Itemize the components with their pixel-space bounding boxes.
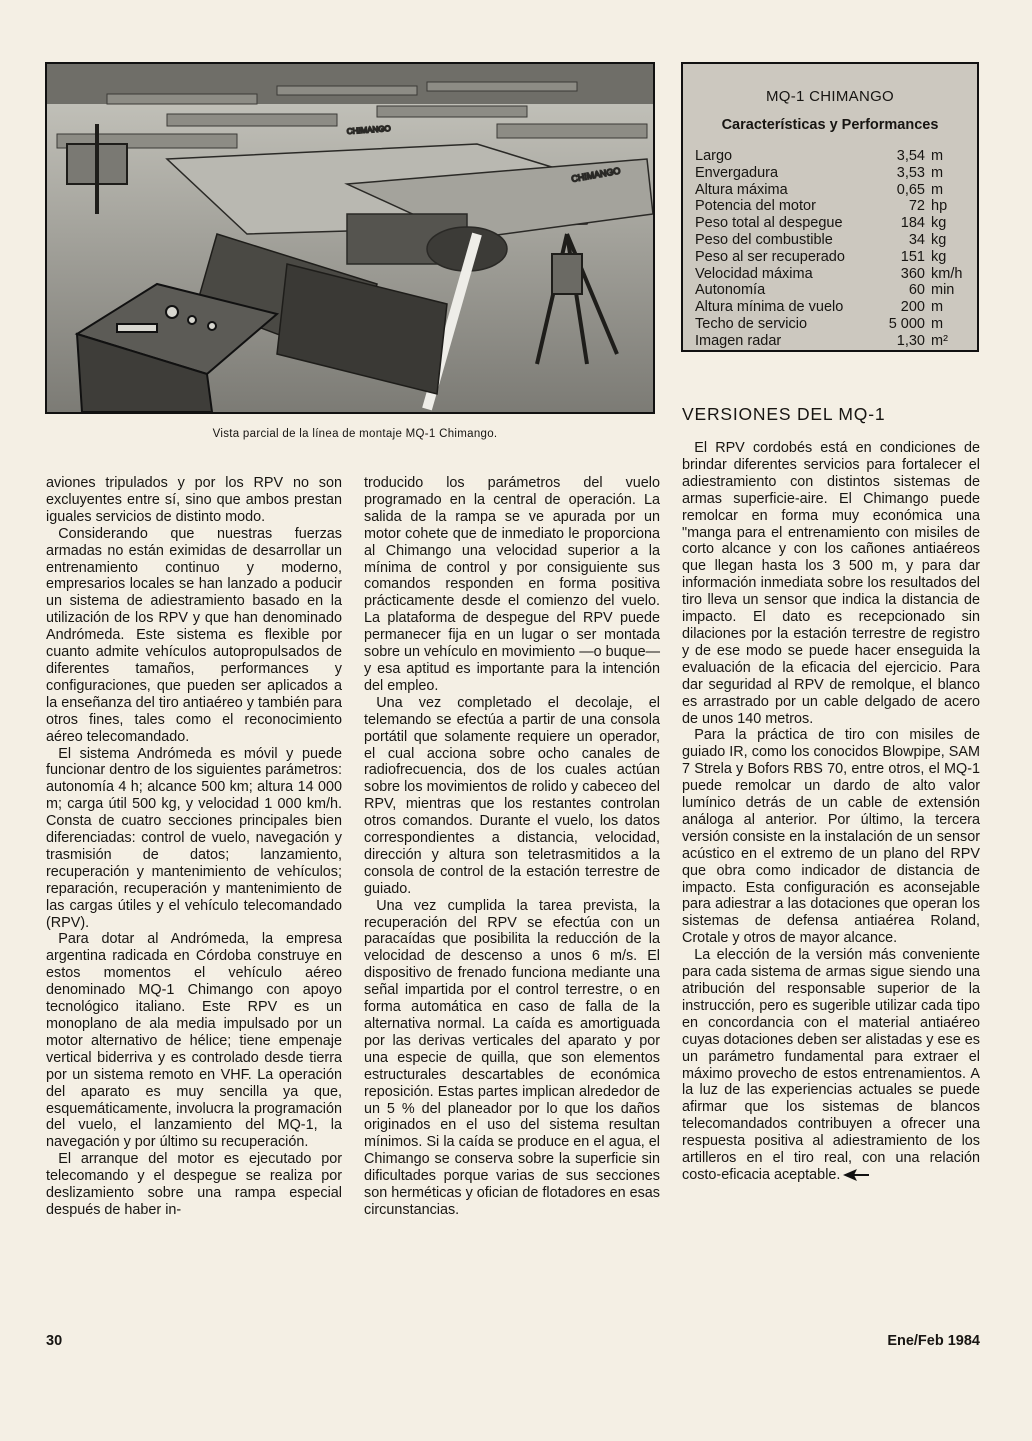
article-column-3 — [682, 440, 980, 1184]
spec-unit: kg — [931, 231, 947, 248]
spec-row — [695, 148, 975, 165]
paragraph: aviones tripulados y por los RPV no son excluyentes entre sí, sino que ambos prestan iguales servicios de distinto modo. — [46, 475, 342, 525]
spec-value: 360 — [900, 265, 925, 282]
spec-unit: m — [931, 315, 944, 332]
spec-value: 5 000 — [888, 315, 925, 332]
paragraph — [682, 947, 980, 1184]
paragraph: Considerando que nuestras fuerzas armadas no están eximidas de desarrollar un entrenamiento continuo y moderno, empresarios locales se han lanzado a poducir un sistema de adiestramiento basado en la utilización de los RPV y que han denominado Andrómeda. Este sistema es flexible por cuanto admite vehículos autopropulsados de diferentes tamaños, performances y configuraciones, que pueden ser aplicados a la enseñanza del tiro antiaéreo y también para otros fines, tales como el reconocimiento aéreo telecomandado. — [46, 525, 342, 745]
article-column-1 — [46, 475, 342, 1219]
spec-value: 184 — [900, 215, 925, 232]
spec-label: Peso total al despegue — [695, 215, 843, 232]
spec-row — [695, 198, 975, 215]
spec-title: MQ-1 CHIMANGO — [765, 88, 895, 105]
spec-value: 60 — [908, 282, 925, 299]
paragraph: Una vez completado el decolaje, el telemando se efectúa a partir de una consola portátil que solamente requiere un operador, el cual acciona sobre ocho canales de radiofrecuencia, dos de los cuales actúan sobre los movimientos de rolido y cabeceo del RPV, mientras que los restantes controlan otros comandos. Durante el vuelo, los datos correspondientes a distancia, velocidad, dirección y altura son teletrasmitidos a la consola de control de la estación terrestre de guiado. — [364, 694, 660, 897]
spec-row — [695, 215, 975, 232]
spec-row — [695, 299, 975, 316]
spec-unit: kg — [931, 215, 947, 232]
fuselage-marking: CHIMANGO — [346, 123, 392, 136]
spec-unit: m² — [931, 332, 948, 349]
spec-label: Envergadura — [695, 164, 779, 181]
end-of-article-icon — [843, 1169, 869, 1181]
spec-value: 151 — [900, 248, 925, 265]
spec-unit: kg — [931, 248, 947, 265]
paragraph: Para la práctica de tiro con misiles de guiado IR, como los conocidos Blowpipe, SAM 7 Strela y Bofors RBS 70, entre otros, el MQ-1 puede remolcar un dardo de alto valor lumínico detrás de un cable de extensión análoga al anterior. Por último, la tercera versión consiste en la instalación de un sensor acústico en el extremo de un plano del RPV que obra como indicador de distancia de impacto. Esta configuración es aconsejable para adiestrar a las dotaciones que operan los sistemas de defensa antiaérea Roland, Crotale y otros de mayor alcance. — [682, 727, 980, 947]
fuselage-marking: CHIMANGO — [570, 165, 622, 184]
paragraph: El RPV cordobés está en condiciones de brindar diferentes servicios para fortalecer el adiestramiento con distintos sistemas de armas superficie-aire. El Chimango puede remolcar en forma muy económica una "manga para el entrenamiento con misiles de corto alcance y con los cañones antiaéreos que llegan hasta los 3 500 m, y para dar información inmediata sobre los resultados del tiro lleva un sensor que indica la distancia de impacto. El dato es recepcionado sin dilaciones por la estación terrestre de registro y de ese modo se puede hacer enseguida la evaluación de la eficacia del ejercicio. Para dar seguridad al RPV de remolque, el blanco es arrastrado por un cable delgado de acero de unos 140 metros. — [682, 440, 980, 727]
assembly-line-photo — [45, 62, 655, 414]
spec-unit: m — [931, 181, 944, 198]
spec-row — [695, 232, 975, 249]
spec-row — [695, 165, 975, 182]
spec-label: Autonomía — [695, 282, 766, 299]
spec-unit: min — [931, 282, 955, 299]
article-column-2 — [364, 475, 660, 1219]
spec-value: 72 — [908, 198, 925, 215]
spec-row — [695, 282, 975, 299]
spec-row — [695, 333, 975, 350]
spec-table — [695, 148, 975, 350]
paragraph: Una vez cumplida la tarea prevista, la recuperación del RPV se efectúa con un paracaídas que posibilita la reducción de la velocidad de descenso a unos 6 m/s. El dispositivo de frenado funciona mediante una señal impartida por el control terrestre, o en forma automática en caso de falla de la alternativa normal. La caída es amortiguada por las derivas verticales del aparato y por una especie de quilla, que son elementos estructurales descartables de económica reposición. Estas partes implican alrededor de un 5 % del planeador por lo que los daños originados en el uso del sistema resultan mínimos. Si la caída se produce en el agua, el Chimango se conserva sobre la superficie sin dificultades porque varias de sus secciones son herméticas y ofician de flotadores en esas circunstancias. — [364, 897, 660, 1218]
spec-label: Largo — [695, 148, 733, 164]
spec-value: 0,65 — [896, 181, 925, 198]
paragraph: Para dotar al Andrómeda, la empresa argentina radicada en Córdoba construye en estos momentos el vehículo aéreo denominado MQ-1 Chimango con apoyo tecnológico italiano. Este RPV es un monoplano de ala media impulsado por un motor alternativo de hélice; tiene empenaje vertical biderriva y es controlado desde tierra por un sistema remoto en VHF. La operación del aparato es muy sencilla ya que, esquemáticamente, involucra la programación del vuelo, el lanzamiento del MQ-1, la navegación y por último su recuperación. — [46, 931, 342, 1151]
spec-label: Peso del combustible — [695, 231, 833, 248]
spec-label: Potencia del motor — [695, 198, 816, 215]
spec-row — [695, 182, 975, 199]
spec-row — [695, 266, 975, 283]
page-number: 30 — [46, 1333, 63, 1349]
paragraph: El sistema Andrómeda es móvil y puede funcionar dentro de los siguientes parámetros: autonomía 4 h; alcance 500 km; altura 14 000 m; carga útil 500 kg, y velocidad 1 000 km/h. Consta de cuatro secciones principales bien diferenciadas: control de vuelo, navegación y trasmisión de datos; lanzamiento, recuperación y mantenimiento de vehículos; reparación, recuperación y mantenimiento de las cargas útiles y el vehículo telecomandado (RPV). — [46, 745, 342, 931]
spec-unit: m — [931, 299, 944, 316]
spec-unit: m — [931, 148, 944, 164]
spec-label: Altura máxima — [695, 181, 788, 198]
spec-value: 200 — [900, 299, 925, 316]
spec-value: 34 — [908, 231, 925, 248]
spec-value: 1,30 — [896, 332, 925, 349]
issue-date: Ene/Feb 1984 — [887, 1333, 980, 1349]
spec-row — [695, 249, 975, 266]
spec-label: Peso al ser recuperado — [695, 248, 845, 265]
paragraph-text: La elección de la versión más conveniente para cada sistema de armas sigue siendo una atribución del responsable superior de la instrucción, pero es sugerible utilizar cada tipo en concordancia con el material antiaéreo cuyas dotaciones deben ser alistadas y ese es un parámetro fundamental para extraer el máximo provecho de estos entrenamientos. A la luz de las experiencias actuales se puede afirmar que los sistemas de blancos telecomandados contribuyen a ofrecer una respuesta positiva al adiestramiento de los artilleros en el tiro real, con una relación costo-eficacia aceptable. — [682, 947, 980, 1183]
paragraph: troducido los parámetros del vuelo programado en la central de operación. La salida de la rampa se ve apurada por un motor cohete que de inmediato le proporciona al Chimango una velocidad superior a la mínima de control y por consiguiente sus comandos responden en forma positiva prácticamente desde el comienzo del vuelo. La plataforma de despegue del RPV puede permanecer fija en un lugar o ser montada sobre un vehículo en movimiento —o buque— y esa aptitud es importante para la intención del empleo. — [364, 475, 660, 694]
spec-unit: hp — [931, 198, 948, 215]
spec-label: Techo de servicio — [695, 315, 808, 332]
spec-value: 3,54 — [896, 148, 925, 164]
section-heading-versiones: VERSIONES DEL MQ-1 — [682, 404, 886, 424]
spec-unit: m — [931, 164, 944, 181]
spec-label: Imagen radar — [695, 332, 782, 349]
paragraph: El arranque del motor es ejecutado por telecomando y el despegue se realiza por deslizamiento sobre una rampa especial después de haber in- — [46, 1151, 342, 1218]
spec-row — [695, 316, 975, 333]
spec-value: 3,53 — [896, 164, 925, 181]
spec-unit: km/h — [931, 265, 963, 282]
specifications-box — [681, 62, 979, 352]
spec-label: Velocidad máxima — [695, 265, 813, 282]
photo-caption: Vista parcial de la línea de montaje MQ-1 Chimango. — [212, 428, 498, 440]
spec-subtitle: Características y Performances — [721, 117, 939, 133]
spec-label: Altura mínima de vuelo — [695, 299, 844, 316]
